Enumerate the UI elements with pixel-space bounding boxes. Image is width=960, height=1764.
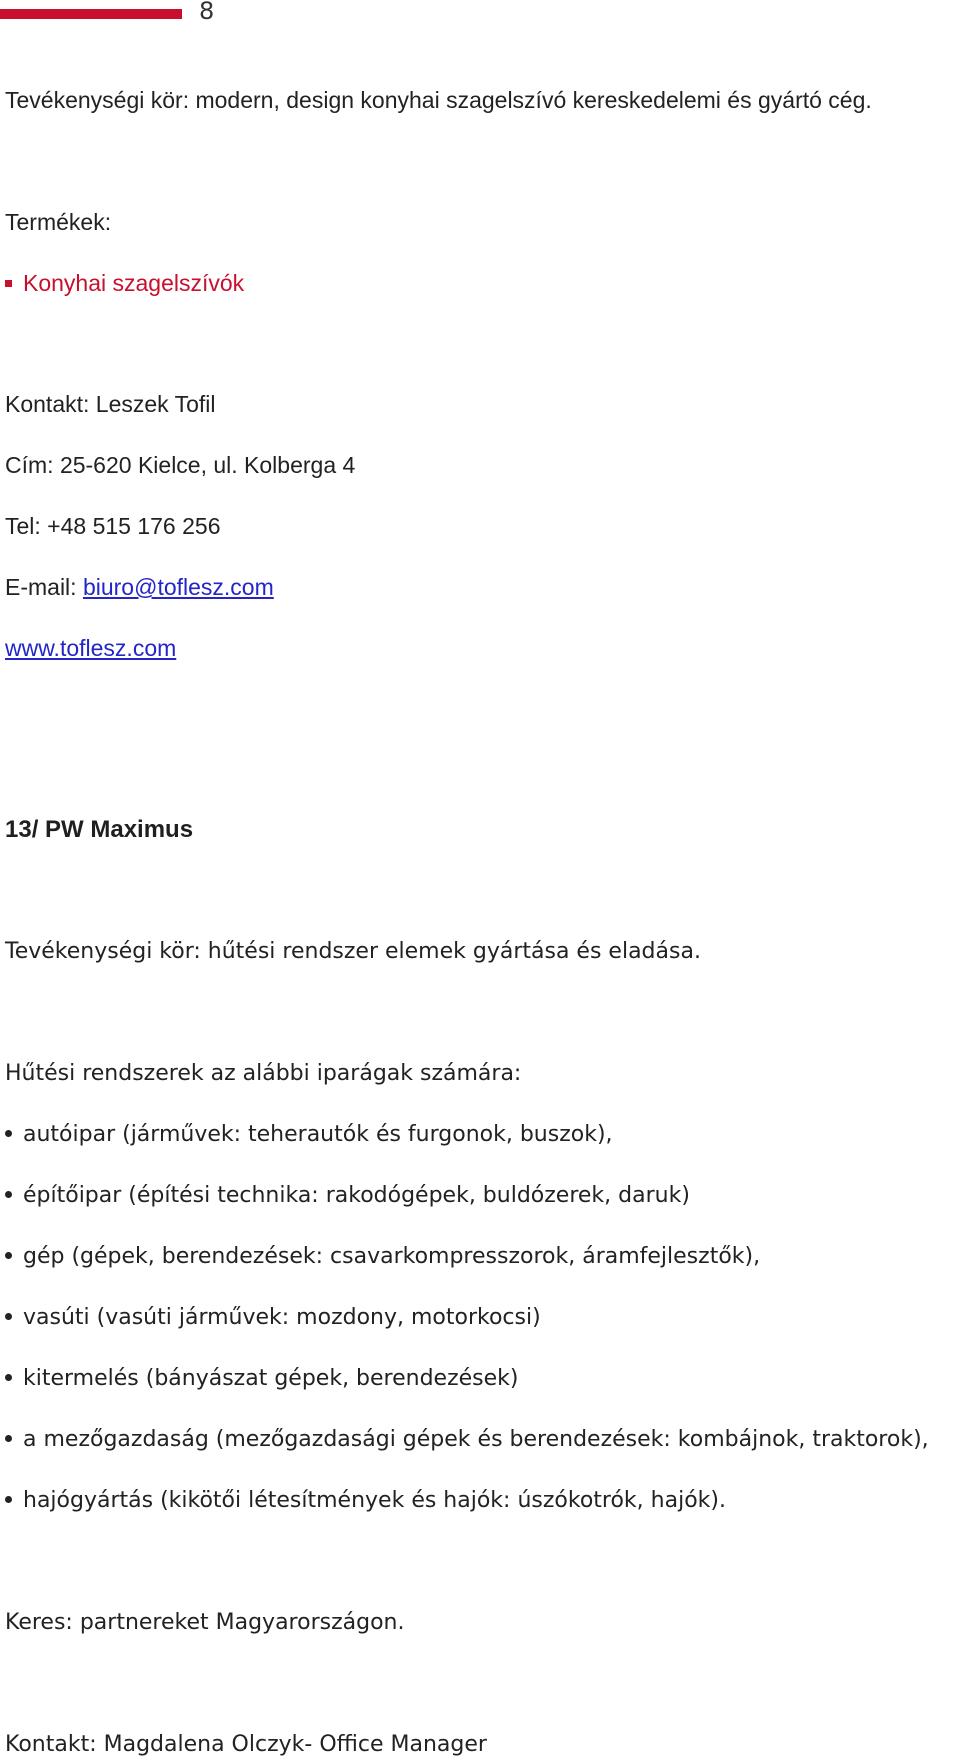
products-label: Termékek: — [5, 209, 112, 235]
square-bullet-icon — [5, 280, 12, 287]
industry-list-item — [5, 1120, 613, 1150]
page-number: 8 — [199, 0, 215, 25]
page-header — [0, 0, 960, 30]
company2-activity: Tevékenységi kör: hűtési rendszer elemek gyártása és eladása. — [5, 939, 701, 964]
industry-item-label: hajógyártás (kikötői létesítmények és hajók: úszókotrók, hajók). — [23, 1488, 726, 1513]
bullet-icon — [5, 1496, 12, 1503]
company1-phone: Tel: +48 515 176 256 — [5, 513, 221, 539]
company2-title: 13/ PW Maximus — [5, 816, 194, 843]
industry-list-item — [5, 1364, 519, 1394]
company2-contact: Kontakt: Magdalena Olczyk- Office Manager — [5, 1732, 487, 1757]
product-list-item — [5, 268, 244, 298]
company1-activity: Tevékenységi kör: modern, design konyhai szagelszívó kereskedelemi és gyártó cég. — [5, 87, 872, 113]
industry-list-item — [5, 1486, 726, 1516]
industry-list-item — [5, 1242, 760, 1272]
bullet-icon — [5, 1252, 12, 1259]
industry-item-label: építőipar (építési technika: rakodógépek, buldózerek, daruk) — [23, 1183, 690, 1208]
industry-item-label: a mezőgazdaság (mezőgazdasági gépek és berendezések: kombájnok, traktorok), — [23, 1427, 929, 1452]
industry-item-label: autóipar (járművek: teherautók és furgonok, buszok), — [23, 1122, 613, 1147]
company1-website-line — [5, 633, 176, 663]
company1-contact: Kontakt: Leszek Tofil — [5, 391, 216, 417]
company2-search: Keres: partnereket Magyarországon. — [5, 1610, 405, 1635]
company1-email-line — [5, 572, 274, 602]
email-label: E-mail: — [5, 574, 83, 600]
industry-list-item — [5, 1425, 929, 1455]
bullet-icon — [5, 1435, 12, 1442]
cooling-systems-label: Hűtési rendszerek az alábbi iparágak számára: — [5, 1061, 522, 1086]
header-accent-bar — [0, 9, 182, 19]
industry-list-item — [5, 1303, 541, 1333]
company1-address: Cím: 25-620 Kielce, ul. Kolberga 4 — [5, 452, 356, 478]
bullet-icon — [5, 1191, 12, 1198]
bullet-icon — [5, 1374, 12, 1381]
industry-item-label: gép (gépek, berendezések: csavarkompresszorok, áramfejlesztők), — [23, 1244, 761, 1269]
industry-item-label: kitermelés (bányászat gépek, berendezések) — [23, 1366, 519, 1391]
email-link[interactable]: biuro@toflesz.com — [82, 574, 274, 600]
bullet-icon — [5, 1130, 12, 1137]
bullet-icon — [5, 1313, 12, 1320]
industry-item-label: vasúti (vasúti járművek: mozdony, motorkocsi) — [23, 1305, 541, 1330]
product-item-label: Konyhai szagelszívók — [23, 270, 245, 296]
website-link[interactable]: www.toflesz.com — [5, 635, 177, 661]
industry-list-item — [5, 1181, 690, 1211]
